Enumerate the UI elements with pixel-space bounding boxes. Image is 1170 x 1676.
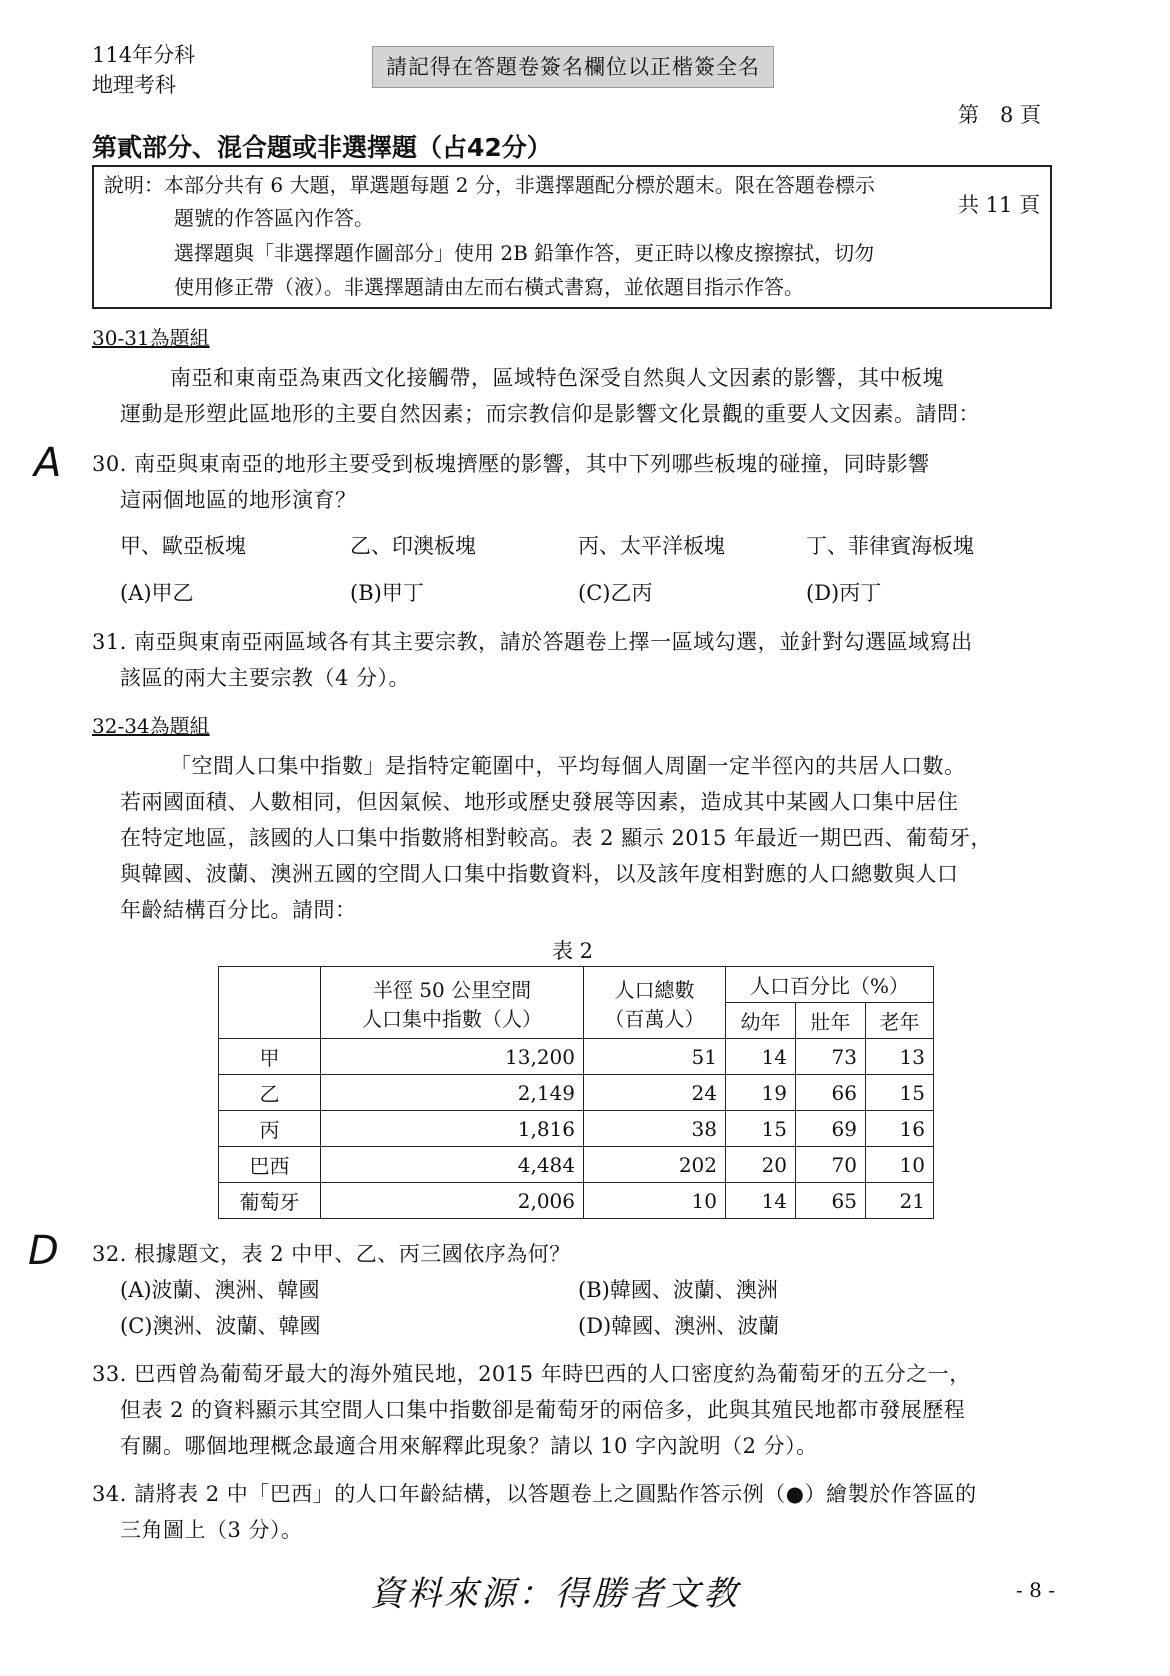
table-row: [219, 1111, 934, 1147]
exam-header-left: [92, 40, 195, 100]
answer-option: (A)波蘭、澳洲、韓國: [120, 1278, 320, 1302]
question-34-text: 34. 請將表 2 中「巴西」的人口年齡結構，以答題卷上之圓點作答示例（●）繪製於作答區的: [92, 1482, 977, 1506]
header-young: 幼年: [726, 1003, 796, 1039]
table-row: [219, 1075, 934, 1111]
plate-item: 甲、歐亞板塊: [120, 534, 246, 558]
cell-population: 24: [584, 1075, 726, 1111]
header-old: 老年: [866, 1003, 934, 1039]
cell-country: 巴西: [219, 1147, 321, 1183]
instruction-line: 使用修正帶（液）。非選擇題請由左而右橫式書寫，並依題目指示作答。: [174, 275, 804, 299]
instruction-box: [92, 165, 1052, 309]
cell-index: 2,149: [321, 1075, 584, 1111]
group-intro-line: 在特定地區，該國的人口集中指數將相對較高。表 2 顯示 2015 年最近一期巴西、葡萄牙，: [120, 826, 993, 850]
question-group-label: 30-31為題組: [92, 326, 210, 350]
cell-index: 4,484: [321, 1147, 584, 1183]
handwritten-answer-mark: A: [34, 440, 62, 486]
part-title: 第貳部分、混合題或非選擇題（占42分）: [92, 133, 552, 162]
answer-option: (A)甲乙: [120, 581, 194, 605]
cell-old: 13: [866, 1039, 934, 1075]
question-31-text: 31. 南亞與東南亞兩區域各有其主要宗教，請於答題卷上擇一區域勾選，並針對勾選區域寫出: [92, 630, 973, 654]
question-31-text: 該區的兩大主要宗教（4 分）。: [120, 666, 411, 690]
cell-adult: 73: [796, 1039, 866, 1075]
cell-country: 甲: [219, 1039, 321, 1075]
header-population-percent: 人口百分比（%）: [726, 967, 934, 1003]
cell-young: 15: [726, 1111, 796, 1147]
signature-reminder-banner: 請記得在答題卷簽名欄位以正楷簽全名: [372, 46, 774, 88]
table-header-row: [219, 967, 934, 1003]
question-30-text: 這兩個地區的地形演育？: [120, 488, 357, 512]
table-caption: 表 2: [552, 939, 594, 963]
cell-index: 2,006: [321, 1183, 584, 1219]
cell-old: 21: [866, 1183, 934, 1219]
cell-adult: 66: [796, 1075, 866, 1111]
page-number: - 8 -: [1016, 1578, 1055, 1602]
total-pages-label: 共 11 頁: [958, 193, 1041, 217]
answer-option: (B)甲丁: [350, 581, 424, 605]
question-34-text: 三角圖上（3 分）。: [120, 1518, 303, 1542]
question-33-text: 有關。哪個地理概念最適合用來解釋此現象？請以 10 字內說明（2 分）。: [120, 1434, 818, 1458]
cell-adult: 70: [796, 1147, 866, 1183]
table-row: [219, 1147, 934, 1183]
cell-population: 51: [584, 1039, 726, 1075]
group-intro-line: 若兩國面積、人數相同，但因氣候、地形或歷史發展等因素，造成其中某國人口集中居住: [120, 790, 959, 814]
plate-item: 丙、太平洋板塊: [578, 534, 725, 558]
group-intro-line: 南亞和東南亞為東西文化接觸帶，區域特色深受自然與人文因素的影響，其中板塊: [170, 366, 944, 390]
question-30-text: 30. 南亞與東南亞的地形主要受到板塊擠壓的影響，其中下列哪些板塊的碰撞，同時影響: [92, 452, 930, 476]
cell-population: 202: [584, 1147, 726, 1183]
exam-subject: 地理考科: [92, 73, 176, 97]
header-concentration-index: 半徑 50 公里空間 人口集中指數（人）: [321, 967, 584, 1039]
table-row: [219, 1039, 934, 1075]
cell-old: 10: [866, 1147, 934, 1183]
exam-year: 114年分科: [92, 43, 196, 67]
group-intro-line: 與韓國、波蘭、澳洲五國的空間人口集中指數資料，以及該年度相對應的人口總數與人口: [120, 862, 959, 886]
table-row: [219, 1183, 934, 1219]
handwritten-source-note: 資料來源：得勝者文教: [370, 1574, 740, 1614]
population-table: [218, 966, 934, 1219]
plate-item: 乙、印澳板塊: [350, 534, 476, 558]
header-total-population: 人口總數 （百萬人）: [584, 967, 726, 1039]
question-33-text: 33. 巴西曾為葡萄牙最大的海外殖民地，2015 年時巴西的人口密度約為葡萄牙的五分之一，: [92, 1362, 971, 1386]
answer-option: (D)韓國、澳洲、波蘭: [578, 1314, 780, 1338]
group-intro-line: 年齡結構百分比。請問：: [120, 898, 357, 922]
cell-young: 20: [726, 1147, 796, 1183]
cell-country: 葡萄牙: [219, 1183, 321, 1219]
page-label: 第 8 頁: [958, 103, 1042, 127]
cell-old: 15: [866, 1075, 934, 1111]
answer-option: (B)韓國、波蘭、澳洲: [578, 1278, 778, 1302]
cell-country: 乙: [219, 1075, 321, 1111]
question-group-label: 32-34為題組: [92, 714, 210, 738]
instruction-line: 選擇題與「非選擇題作圖部分」使用 2B 鉛筆作答，更正時以橡皮擦擦拭，切勿: [174, 241, 875, 265]
header-adult: 壯年: [796, 1003, 866, 1039]
answer-option: (C)澳洲、波蘭、韓國: [120, 1314, 321, 1338]
answer-option: (D)丙丁: [806, 581, 882, 605]
cell-index: 1,816: [321, 1111, 584, 1147]
question-32-text: 32. 根據題文，表 2 中甲、乙、丙三國依序為何？: [92, 1242, 571, 1266]
table-corner-cell: [219, 967, 321, 1039]
cell-young: 14: [726, 1183, 796, 1219]
cell-young: 14: [726, 1039, 796, 1075]
cell-young: 19: [726, 1075, 796, 1111]
group-intro-line: 運動是形塑此區地形的主要自然因素；而宗教信仰是影響文化景觀的重要人文因素。請問：: [120, 402, 980, 426]
question-33-text: 但表 2 的資料顯示其空間人口集中指數卻是葡萄牙的兩倍多，此與其殖民地都市發展歷程: [120, 1398, 966, 1422]
cell-adult: 65: [796, 1183, 866, 1219]
cell-population: 10: [584, 1183, 726, 1219]
cell-population: 38: [584, 1111, 726, 1147]
cell-index: 13,200: [321, 1039, 584, 1075]
instruction-line: 題號的作答區內作答。: [174, 206, 374, 230]
plate-item: 丁、菲律賓海板塊: [806, 534, 974, 558]
handwritten-answer-mark: D: [28, 1228, 59, 1274]
answer-option: (C)乙丙: [578, 581, 653, 605]
group-intro-line: 「空間人口集中指數」是指特定範圍中，平均每個人周圍一定半徑內的共居人口數。: [170, 754, 966, 778]
cell-country: 丙: [219, 1111, 321, 1147]
cell-old: 16: [866, 1111, 934, 1147]
instruction-line: 說明：本部分共有 6 大題，單選題每題 2 分，非選擇題配分標於題末。限在答題卷標示: [104, 173, 875, 197]
cell-adult: 69: [796, 1111, 866, 1147]
